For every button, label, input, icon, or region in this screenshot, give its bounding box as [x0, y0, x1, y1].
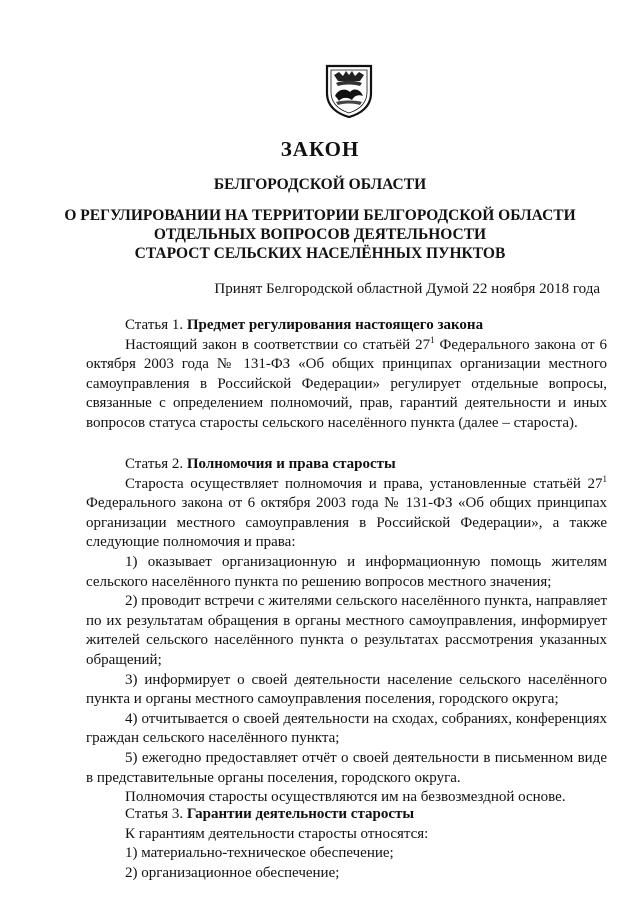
article-paragraph: К гарантиям деятельности старосты относятся: [125, 825, 429, 842]
article-heading [86, 316, 607, 336]
list-item: 2) организационное обеспечение; [125, 864, 340, 881]
paragraph-text: Федерального закона от 6 октября 2003 года № 131-ФЗ «Об общих принципах организации местного самоуправления в Российской Федерации», а также следующие полномочия и права: [86, 495, 607, 551]
law-title-line: О РЕГУЛИРОВАНИИ НА ТЕРРИТОРИИ БЕЛГОРОДСКОЙ ОБЛАСТИ [64, 207, 576, 224]
article-3 [86, 805, 607, 883]
article-label: Статья 1. [125, 317, 184, 333]
paragraph-text: Староста осуществляет полномочия и права, установленные статьёй 27 [125, 475, 603, 492]
list-item: 2) проводит встречи с жителями сельского населённого пункта, направляет по их результатам обращения в органы местного самоуправления, информирует жителей сельского населённого пункта о результатах рассмотрения указанных обращений; [86, 593, 607, 668]
superscript: 1 [602, 473, 607, 484]
article-title: Гарантии деятельности старосты [186, 806, 415, 822]
paragraph-text: Федерального закона от 6 октября 2003 года № 131-ФЗ «Об общих принципах организации местного самоуправления в Российской Федерации» регулирует отдельные вопросы, связанные с определением полномочий, прав, гарантий деятельности и иных вопросов статуса старосты сельского населённого пункта (далее – староста). [86, 336, 607, 431]
paragraph-text: Настоящий закон в соответствии со статьёй 27 [125, 336, 431, 353]
article-title: Полномочия и права старосты [186, 456, 396, 472]
adoption-note: Принят Белгородской областной Думой 22 ноября 2018 года [214, 281, 600, 297]
superscript: 1 [430, 334, 435, 345]
article-paragraph [86, 475, 607, 553]
document-type-heading: ЗАКОН [280, 137, 360, 161]
list-item: 3) информирует о своей деятельности население сельского населённого пункта и органы местного самоуправления поселения, городского округа; [86, 671, 607, 708]
article-paragraph [86, 336, 607, 434]
article-title: Предмет регулирования настоящего закона [186, 317, 484, 333]
article-label: Статья 2. [125, 456, 184, 472]
article-label: Статья 3. [125, 806, 184, 822]
article-heading [86, 455, 607, 475]
article-1 [86, 316, 607, 434]
law-title [0, 206, 640, 263]
law-title-line: СТАРОСТ СЕЛЬСКИХ НАСЕЛЁННЫХ ПУНКТОВ [134, 245, 506, 262]
list-item: 4) отчитывается о своей деятельности на сходах, собраниях, конференциях граждан сельского населённого пункта; [86, 710, 607, 747]
list-item: 1) материально-техническое обеспечение; [125, 845, 394, 862]
region-heading: БЕЛГОРОДСКОЙ ОБЛАСТИ [213, 176, 427, 193]
article-paragraph: Полномочия старосты осуществляются им на безвозмездной основе. [125, 789, 566, 806]
list-item: 1) оказывает организационную и информационную помощь жителям сельского населённого пункта по решению вопросов местного значения; [86, 553, 607, 590]
law-title-line: ОТДЕЛЬНЫХ ВОПРОСОВ ДЕЯТЕЛЬНОСТИ [153, 226, 487, 243]
coat-of-arms-icon [324, 63, 374, 118]
article-2 [86, 455, 607, 808]
list-item: 5) ежегодно предоставляет отчёт о своей деятельности в письменном виде в представительные органы поселения, городского округа. [86, 749, 607, 786]
article-heading [86, 805, 607, 825]
